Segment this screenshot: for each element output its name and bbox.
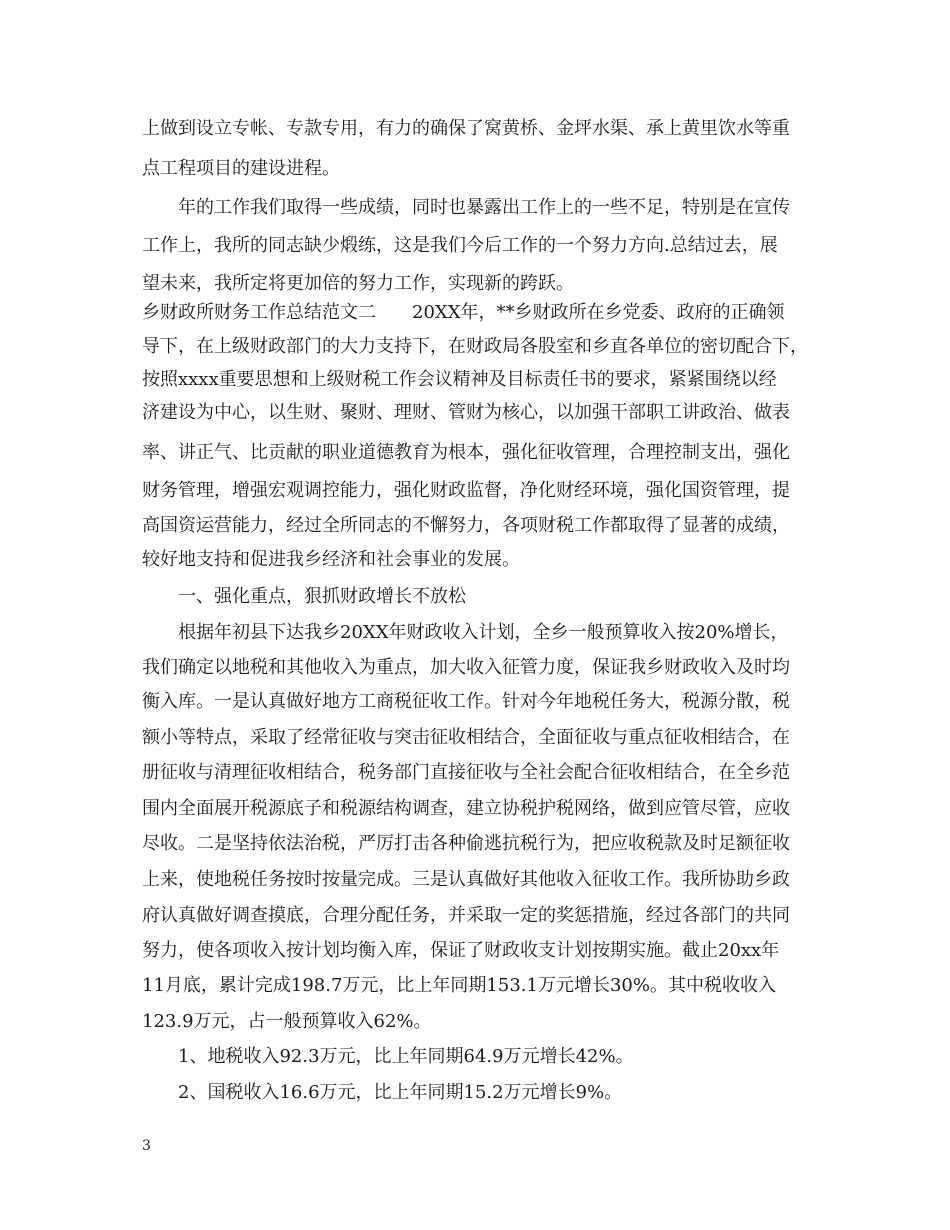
text-line: 按照xxxx重要思想和上级财税工作会议精神及目标责任书的要求，紧紧围绕以经: [142, 369, 777, 390]
text-line: 上来，使地税任务按时按量完成。三是认真做好其他收入征收工作。我所协助乡政: [142, 869, 790, 890]
text-line: 府认真做好调查摸底，合理分配任务，并采取一定的奖惩措施，经过各部门的共同: [142, 905, 790, 926]
subheading: 一、强化重点，狠抓财政增长不放松: [178, 586, 466, 607]
list-item: 2、国税收入16.6万元，比上年同期15.2万元增长9%。: [178, 1082, 623, 1103]
page-number: 3: [142, 1138, 151, 1154]
text-line: 高国资运营能力，经过全所同志的不懈努力，各项财税工作都取得了显著的成绩，: [142, 515, 790, 536]
text-line: 上做到设立专帐、专款专用，有力的确保了窝黄桥、金坪水渠、承上黄里饮水等重: [142, 118, 790, 139]
text-line: 导下，在上级财政部门的大力支持下，在财政局各股室和乡直各单位的密切配合下，: [142, 336, 808, 357]
text-line: 年的工作我们取得一些成绩，同时也暴露出工作上的一些不足，特别是在宣传: [178, 197, 790, 218]
text-line: 围内全面展开税源底子和税源结构调查，建立协税护税网络，做到应管尽管，应收: [142, 798, 790, 819]
text-line: 财务管理，增强宏观调控能力，强化财政监督，净化财经环境，强化国资管理，提: [142, 480, 790, 501]
section-heading: 乡财政所财务工作总结范文二 20XX年，**乡财政所在乡党委、政府的正确领: [142, 302, 785, 323]
text-line: 较好地支持和促进我乡经济和社会事业的发展。: [142, 549, 520, 570]
text-line: 望未来，我所定将更加倍的努力工作，实现新的跨跃。: [142, 273, 574, 294]
list-item: 1、地税收入92.3万元，比上年同期64.9万元增长42%。: [178, 1046, 634, 1067]
text-line: 率、讲正气、比贡献的职业道德教育为根本，强化征收管理，合理控制支出，强化: [142, 442, 790, 463]
text-line: 11月底，累计完成198.7万元，比上年同期153.1万元增长30%。其中税收收入: [142, 975, 776, 996]
text-line: 根据年初县下达我乡20XX年财政收入计划，全乡一般预算收入按20%增长，: [178, 622, 789, 643]
text-line: 点工程项目的建设进程。: [142, 158, 340, 179]
text-line: 工作上，我所的同志缺少煅练，这是我们今后工作的一个努力方向.总结过去，展: [142, 235, 778, 256]
text-line: 努力，使各项收入按计划均衡入库，保证了财政收支计划按期实施。截止20xx年: [142, 940, 780, 961]
text-line: 我们确定以地税和其他收入为重点，加大收入征管力度，保证我乡财政收入及时均: [142, 657, 790, 678]
text-line: 衡入库。一是认真做好地方工商税征收工作。针对今年地税任务大，税源分散，税: [142, 691, 790, 712]
text-line: 尽收。二是坚持依法治税，严厉打击各种偷逃抗税行为，把应收税款及时足额征收: [142, 833, 790, 854]
text-line: 册征收与清理征收相结合，税务部门直接征收与全社会配合征收相结合，在全乡范: [142, 762, 790, 783]
text-line: 济建设为中心，以生财、聚财、理财、管财为核心，以加强干部职工讲政治、做表: [142, 402, 790, 423]
text-line: 额小等特点，采取了经常征收与突击征收相结合，全面征收与重点征收相结合，在: [142, 727, 790, 748]
text-line: 123.9万元，占一般预算收入62%。: [142, 1011, 432, 1032]
